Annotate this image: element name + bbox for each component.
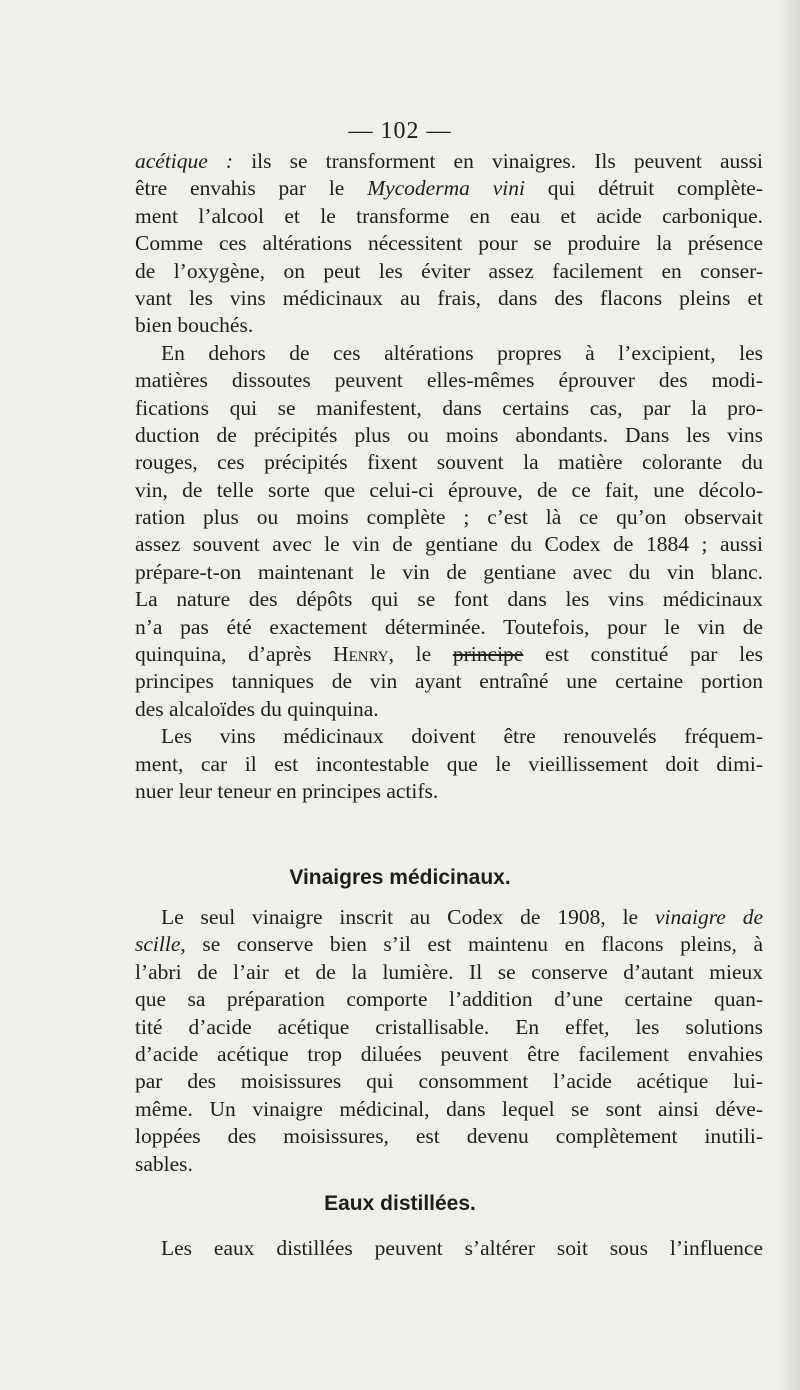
text-line: n’a pas été exactement déterminée. Toutefois, pour le vin de (135, 614, 763, 639)
text-line: bien bouchés. (135, 313, 254, 338)
text-line (135, 175, 763, 202)
text-line: loppées des moisissures, est devenu complètement inutili- (135, 1124, 763, 1149)
text-block-1 (135, 148, 763, 805)
section-heading-vinaigres: Vinaigres médicinaux. (289, 866, 511, 889)
text-span: qui détruit complète- (524, 176, 763, 201)
text-line: principes tanniques de vin ayant entraîné une certaine portion (135, 669, 763, 694)
paragraph-1 (135, 148, 763, 340)
text-line: La nature des dépôts qui se font dans les vins médicinaux (135, 587, 763, 612)
text-line: ment l’alcool et le transforme en eau et acide carbonique. (135, 203, 763, 228)
text-line: sables. (135, 1151, 193, 1176)
struck-word: principe (452, 642, 524, 667)
italic-term: vinaigre de (654, 905, 763, 929)
text-line: En dehors de ces altérations propres à l’excipient, les (161, 340, 763, 365)
text-line: ment, car il est incontestable que le vieillissement doit dimi- (135, 751, 763, 776)
text-line: ration plus ou moins complète ; c’est là ce qu’on observait (135, 505, 763, 530)
text-line: rouges, ces précipités fixent souvent la matière colorante du (135, 450, 763, 475)
text-line: Les eaux distillées peuvent s’altérer soit sous l’influence (161, 1236, 763, 1260)
text-line (135, 931, 763, 958)
italic-term: acétique : (135, 149, 234, 173)
text-line: fications qui se manifestent, dans certains cas, par la pro- (135, 395, 763, 420)
text-block-2 (135, 904, 763, 1178)
text-line: même. Un vinaigre médicinal, dans lequel se sont ainsi déve- (135, 1096, 763, 1121)
italic-term: Mycoderma (367, 176, 470, 201)
text-line: assez souvent avec le vin de gentiane du Codex de 1884 ; aussi (135, 532, 763, 557)
text-line: prépare-t-on maintenant le vin de gentiane avec du vin blanc. (135, 559, 763, 584)
text-block-3 (135, 1235, 763, 1262)
text-line: que sa préparation comporte l’addition d’une certaine quan- (135, 987, 763, 1012)
italic-term: vini (492, 176, 525, 201)
text-line: vant les vins médicinaux au frais, dans des flacons pleins et (135, 285, 763, 310)
text-line: d’acide acétique trop diluées peuvent être facilement envahies (135, 1041, 763, 1066)
text-line: nuer leur teneur en principes actifs. (135, 778, 439, 803)
text-span: Le seul vinaigre inscrit au Codex de 1908, le (161, 905, 655, 929)
text-span: est constitué par les (523, 642, 763, 667)
text-span: quinquina, d’après (135, 642, 334, 667)
text-line (135, 904, 763, 931)
text-line: des alcaloïdes du quinquina. (135, 696, 379, 721)
text-line (135, 148, 763, 175)
author-name: Henry (333, 642, 389, 667)
paragraph-2 (135, 340, 763, 723)
text-line: matières dissoutes peuvent elles-mêmes éprouver des modi- (135, 368, 763, 393)
text-span: ils se transforment en vinaigres. Ils peuvent aussi (233, 149, 763, 173)
paragraph-5 (135, 1235, 763, 1262)
text-line: duction de précipités plus ou moins abondants. Dans les vins (135, 422, 763, 447)
text-span: être envahis par le (135, 176, 368, 201)
page-edge-shadow (778, 0, 800, 1390)
text-span (470, 176, 493, 200)
text-line: Les vins médicinaux doivent être renouvelés fréquem- (161, 724, 763, 749)
text-line: vin, de telle sorte que celui-ci éprouve, de ce fait, une décolo- (135, 477, 763, 502)
page-number: — 102 — (348, 118, 452, 144)
text-line: de l’oxygène, on peut les éviter assez facilement en conser- (135, 258, 763, 283)
paragraph-3 (135, 723, 763, 805)
text-line: tité d’acide acétique cristallisable. En effet, les solutions (135, 1014, 763, 1039)
text-line: l’abri de l’air et de la lumière. Il se conserve d’autant mieux (135, 959, 763, 984)
italic-term: scille (135, 932, 181, 957)
text-span: , se conserve bien s’il est maintenu en flacons pleins, à (180, 932, 763, 957)
text-line: Comme ces altérations nécessitent pour se produire la présence (135, 231, 763, 256)
text-line: par des moisissures qui consomment l’acide acétique lui- (135, 1069, 763, 1094)
section-heading-eaux: Eaux distillées. (324, 1192, 476, 1215)
text-line (135, 641, 763, 668)
paragraph-4 (135, 904, 763, 1178)
text-span: , le (388, 642, 453, 667)
